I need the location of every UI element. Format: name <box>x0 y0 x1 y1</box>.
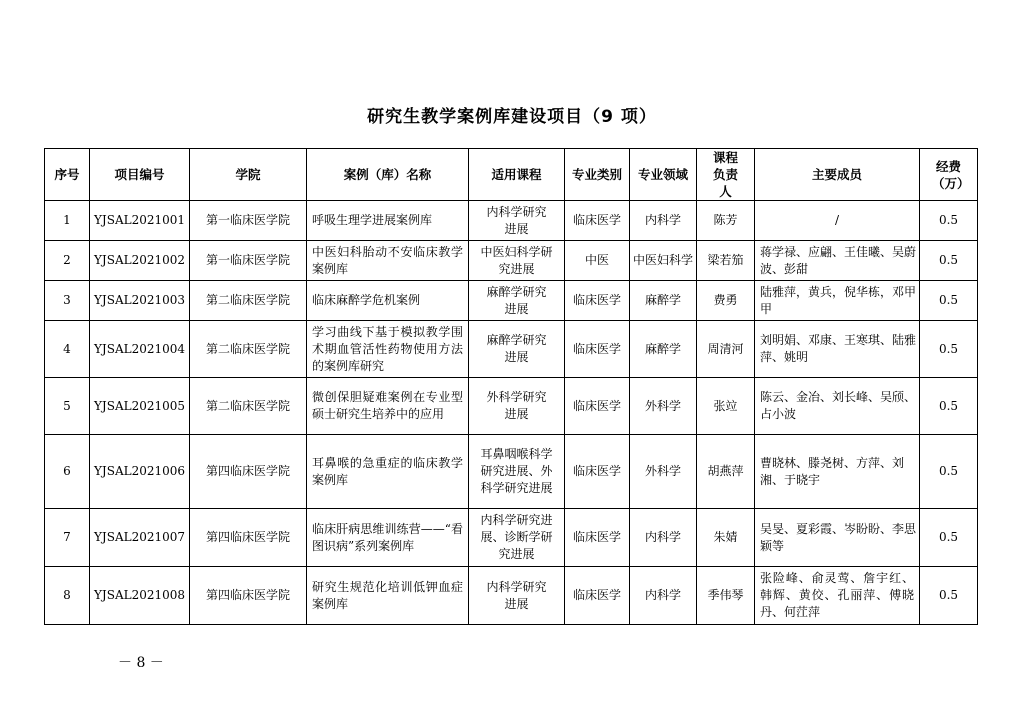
cell-code: YJSAL2021005 <box>90 378 190 435</box>
cell-funds: 0.5 <box>920 321 978 378</box>
cell-field: 内科学 <box>630 201 697 241</box>
cell-code: YJSAL2021002 <box>90 241 190 281</box>
table-row <box>45 567 978 625</box>
cell-code: YJSAL2021001 <box>90 201 190 241</box>
cell-field: 内科学 <box>630 509 697 567</box>
table-header-row <box>45 149 978 201</box>
cell-college: 第一临床医学院 <box>190 241 307 281</box>
cell-category: 临床医学 <box>565 321 630 378</box>
cell-funds: 0.5 <box>920 435 978 509</box>
cell-field: 麻醉学 <box>630 321 697 378</box>
cell-course: 内科学研究进展 <box>469 201 565 241</box>
header-field: 专业领域 <box>630 149 697 201</box>
cell-no: 5 <box>45 378 90 435</box>
cell-no: 7 <box>45 509 90 567</box>
cell-members: 陆雅萍，黄兵，倪华栋，邓甲甲 <box>755 281 920 321</box>
cell-funds: 0.5 <box>920 281 978 321</box>
cell-category: 临床医学 <box>565 378 630 435</box>
cell-no: 3 <box>45 281 90 321</box>
cell-course: 外科学研究进展 <box>469 378 565 435</box>
cell-leader: 胡燕萍 <box>697 435 755 509</box>
cell-members: 曹晓林、滕尧树、方萍、刘湘、于晓宇 <box>755 435 920 509</box>
header-members: 主要成员 <box>755 149 920 201</box>
cell-course: 麻醉学研究进展 <box>469 321 565 378</box>
cell-members: / <box>755 201 920 241</box>
cell-college: 第二临床医学院 <box>190 281 307 321</box>
cell-college: 第二临床医学院 <box>190 378 307 435</box>
cell-leader: 朱婧 <box>697 509 755 567</box>
cell-no: 4 <box>45 321 90 378</box>
cell-members: 张险峰、俞灵莺、詹宇红、韩辉、黄佼、孔丽萍、傅晓丹、何茳萍 <box>755 567 920 625</box>
table-row <box>45 321 978 378</box>
cell-code: YJSAL2021003 <box>90 281 190 321</box>
cell-no: 6 <box>45 435 90 509</box>
table-row <box>45 509 978 567</box>
cell-name: 呼吸生理学进展案例库 <box>307 201 469 241</box>
table-row <box>45 281 978 321</box>
cell-no: 1 <box>45 201 90 241</box>
cell-code: YJSAL2021006 <box>90 435 190 509</box>
cell-course: 耳鼻咽喉科学研究进展、外科学研究进展 <box>469 435 565 509</box>
table-row <box>45 378 978 435</box>
cell-field: 外科学 <box>630 378 697 435</box>
cell-college: 第四临床医学院 <box>190 509 307 567</box>
cell-code: YJSAL2021007 <box>90 509 190 567</box>
cell-category: 临床医学 <box>565 567 630 625</box>
cell-no: 8 <box>45 567 90 625</box>
project-table <box>44 148 978 625</box>
cell-leader: 陈芳 <box>697 201 755 241</box>
cell-funds: 0.5 <box>920 378 978 435</box>
cell-course: 内科学研究进展 <box>469 567 565 625</box>
table-row <box>45 435 978 509</box>
cell-name: 中医妇科胎动不安临床教学案例库 <box>307 241 469 281</box>
cell-members: 刘明娟、邓康、王寒琪、陆雅萍、姚明 <box>755 321 920 378</box>
cell-college: 第一临床医学院 <box>190 201 307 241</box>
header-no: 序号 <box>45 149 90 201</box>
header-college: 学院 <box>190 149 307 201</box>
header-category: 专业类别 <box>565 149 630 201</box>
cell-funds: 0.5 <box>920 241 978 281</box>
cell-members: 蒋学禄、应翩、王佳曦、吴蔚波、彭甜 <box>755 241 920 281</box>
cell-no: 2 <box>45 241 90 281</box>
cell-category: 临床医学 <box>565 509 630 567</box>
cell-funds: 0.5 <box>920 509 978 567</box>
cell-name: 临床麻醉学危机案例 <box>307 281 469 321</box>
cell-field: 中医妇科学 <box>630 241 697 281</box>
cell-field: 内科学 <box>630 567 697 625</box>
cell-funds: 0.5 <box>920 201 978 241</box>
cell-category: 临床医学 <box>565 435 630 509</box>
cell-college: 第四临床医学院 <box>190 567 307 625</box>
cell-category: 临床医学 <box>565 201 630 241</box>
cell-code: YJSAL2021004 <box>90 321 190 378</box>
cell-code: YJSAL2021008 <box>90 567 190 625</box>
cell-members: 吴旻、夏彩霞、岑盼盼、李思颖等 <box>755 509 920 567</box>
cell-name: 研究生规范化培训低钾血症案例库 <box>307 567 469 625</box>
cell-members: 陈云、金冶、刘长峰、吴颀、占小波 <box>755 378 920 435</box>
cell-name: 学习曲线下基于模拟教学围术期血管活性药物使用方法的案例库研究 <box>307 321 469 378</box>
cell-field: 外科学 <box>630 435 697 509</box>
header-course: 适用课程 <box>469 149 565 201</box>
cell-field: 麻醉学 <box>630 281 697 321</box>
cell-course: 内科学研究进展、诊断学研究进展 <box>469 509 565 567</box>
header-name: 案例（库）名称 <box>307 149 469 201</box>
cell-category: 中医 <box>565 241 630 281</box>
cell-name: 临床肝病思维训练营——“看图识病”系列案例库 <box>307 509 469 567</box>
cell-course: 中医妇科学研究进展 <box>469 241 565 281</box>
table-row <box>45 201 978 241</box>
cell-college: 第四临床医学院 <box>190 435 307 509</box>
cell-leader: 周清河 <box>697 321 755 378</box>
cell-category: 临床医学 <box>565 281 630 321</box>
header-leader: 课程负责人 <box>697 149 755 201</box>
cell-course: 麻醉学研究进展 <box>469 281 565 321</box>
table-row <box>45 241 978 281</box>
cell-leader: 季伟琴 <box>697 567 755 625</box>
cell-leader: 费勇 <box>697 281 755 321</box>
cell-funds: 0.5 <box>920 567 978 625</box>
cell-leader: 张竝 <box>697 378 755 435</box>
page-number: － 8 － <box>118 655 164 671</box>
cell-name: 耳鼻喉的急重症的临床教学案例库 <box>307 435 469 509</box>
page-title: 研究生教学案例库建设项目（9 项） <box>367 107 657 127</box>
cell-college: 第二临床医学院 <box>190 321 307 378</box>
cell-leader: 梁若笳 <box>697 241 755 281</box>
cell-name: 微创保胆疑难案例在专业型硕士研究生培养中的应用 <box>307 378 469 435</box>
header-code: 项目编号 <box>90 149 190 201</box>
header-funds: 经费（万） <box>920 149 978 201</box>
